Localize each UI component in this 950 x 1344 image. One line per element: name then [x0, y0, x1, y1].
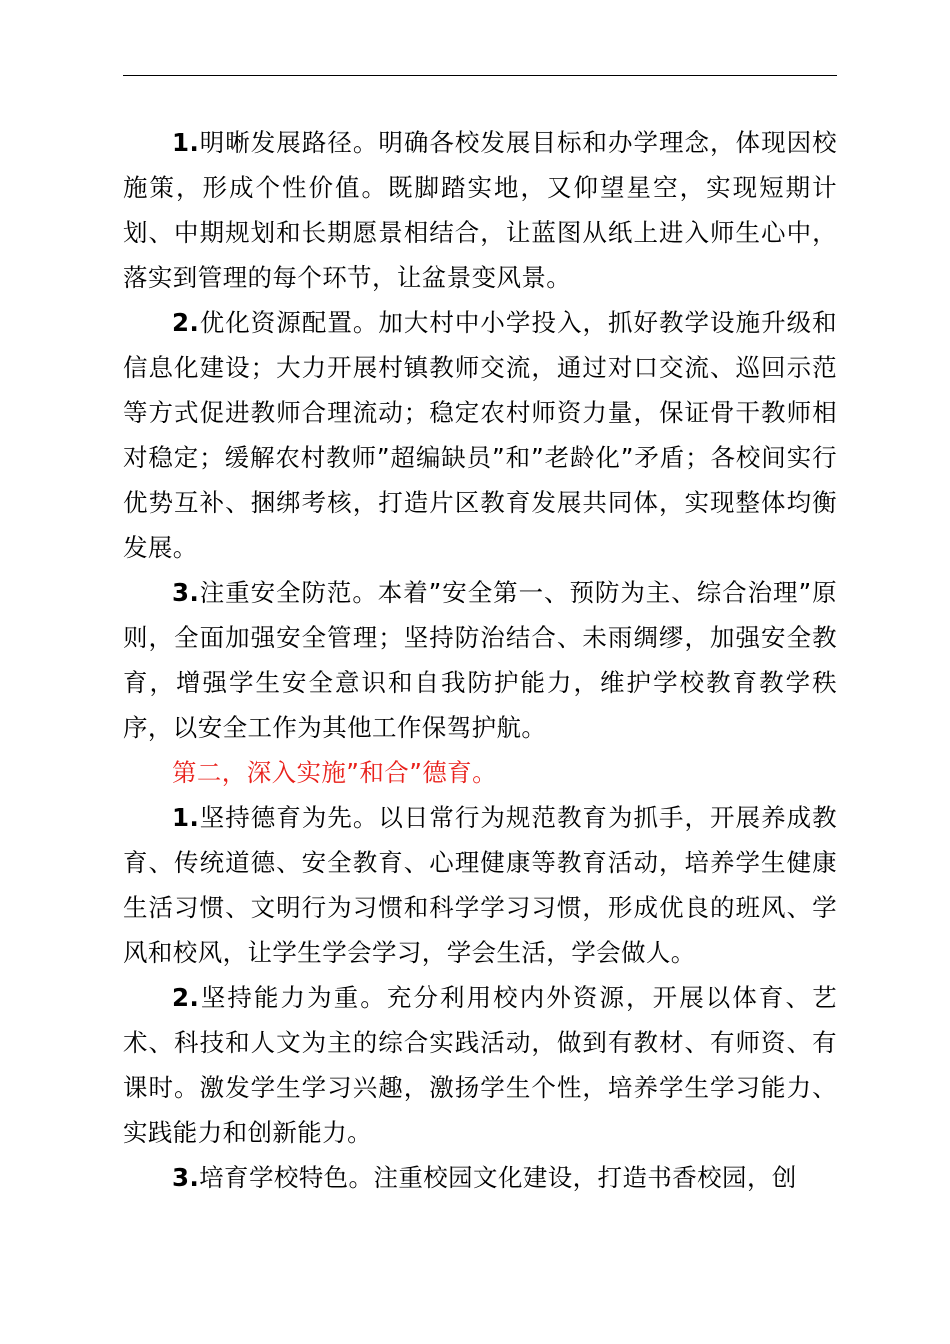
- paragraph-number: 2.: [172, 983, 200, 1012]
- section-paragraph-2: [123, 975, 837, 1155]
- paragraph-number: 3.: [172, 1163, 200, 1192]
- section-paragraph-3: [123, 1155, 837, 1200]
- paragraph-number: 3.: [172, 578, 200, 607]
- header-rule: [123, 75, 837, 76]
- section-heading: 第二，深入实施”和合”德育。: [172, 758, 497, 787]
- document-body: [123, 120, 837, 1200]
- paragraph-number: 1.: [172, 803, 200, 832]
- paragraph-text: 坚持能力为重。充分利用校内外资源，开展以体育、艺术、科技和人文为主的综合实践活动，做到有教材、有师资、有课时。激发学生学习兴趣，激扬学生个性，培养学生学习能力、实践能力和创新能力。: [123, 983, 837, 1147]
- paragraph-number: 1.: [172, 128, 200, 157]
- paragraph-text: 坚持德育为先。以日常行为规范教育为抓手，开展养成教育、传统道德、安全教育、心理健康等教育活动，培养学生健康生活习惯、文明行为习惯和科学学习习惯，形成优良的班风、学风和校风，让学生学会学习，学会生活，学会做人。: [123, 803, 837, 967]
- paragraph-1: [123, 120, 837, 300]
- paragraph-text: 明晰发展路径。明确各校发展目标和办学理念，体现因校施策，形成个性价值。既脚踏实地，又仰望星空，实现短期计划、中期规划和长期愿景相结合，让蓝图从纸上进入师生心中，落实到管理的每个环节，让盆景变风景。: [123, 128, 837, 292]
- paragraph-number: 2.: [172, 308, 200, 337]
- paragraph-3: [123, 570, 837, 750]
- section-paragraph-1: [123, 795, 837, 975]
- paragraph-text: 优化资源配置。加大村中小学投入，抓好教学设施升级和信息化建设；大力开展村镇教师交流，通过对口交流、巡回示范等方式促进教师合理流动；稳定农村师资力量，保证骨干教师相对稳定；缓解农村教师”超编缺员”和”老龄化”矛盾；各校间实行优势互补、捆绑考核，打造片区教育发展共同体，实现整体均衡发展。: [123, 308, 837, 562]
- paragraph-text: 注重安全防范。本着”安全第一、预防为主、综合治理”原则，全面加强安全管理；坚持防治结合、未雨绸缪，加强安全教育，增强学生安全意识和自我防护能力，维护学校教育教学秩序，以安全工作为其他工作保驾护航。: [123, 578, 837, 742]
- paragraph-2: [123, 300, 837, 570]
- paragraph-text: 培育学校特色。注重校园文化建设，打造书香校园，创: [199, 1163, 797, 1192]
